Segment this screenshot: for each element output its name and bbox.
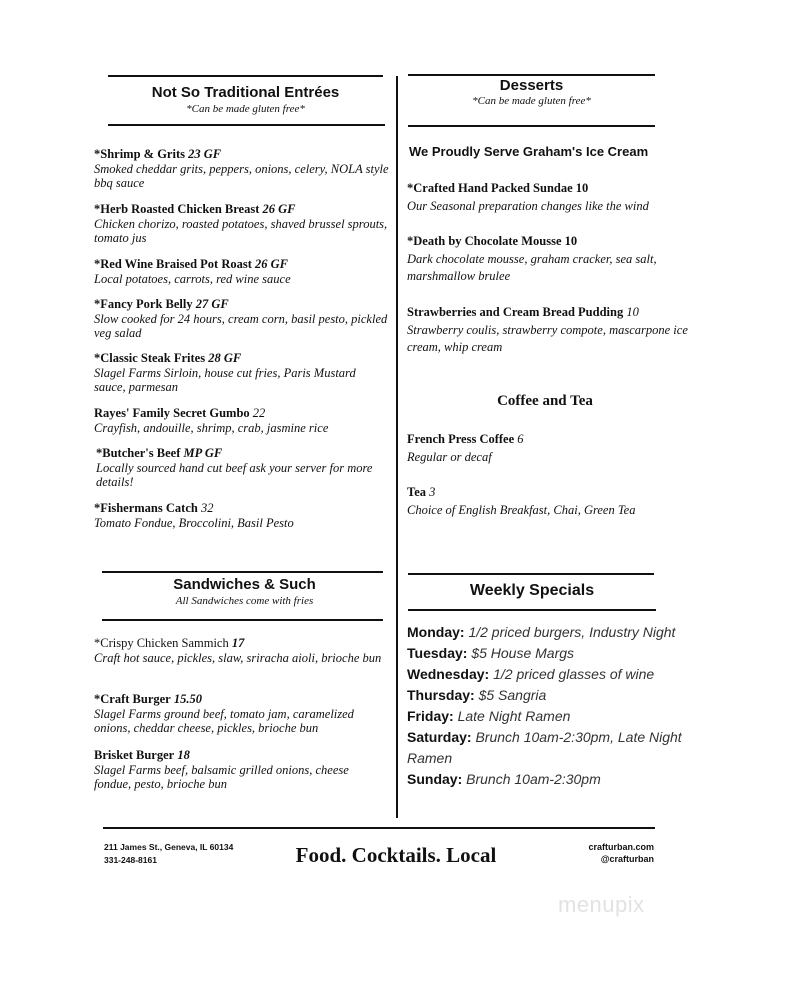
item-name: *Craft Burger xyxy=(94,692,171,706)
coffee-item-tea xyxy=(407,484,697,519)
item-price: 22 xyxy=(252,406,266,420)
item-name: *Red Wine Braised Pot Roast xyxy=(94,257,252,271)
special-day: Wednesday: xyxy=(407,666,490,682)
menu-item-craft-burger xyxy=(94,692,389,736)
sandwiches-note: All Sandwiches come with fries xyxy=(175,595,314,607)
special-day: Friday: xyxy=(407,708,454,724)
item-name: *Herb Roasted Chicken Breast xyxy=(94,202,260,216)
menu-item-steak-frites xyxy=(94,351,389,395)
item-price: 32 xyxy=(200,501,214,515)
dessert-item-sundae xyxy=(407,180,697,215)
footer-rule xyxy=(103,827,655,829)
item-desc: Local potatoes, carrots, red wine sauce xyxy=(94,271,291,286)
item-desc: Crayfish, andouille, shrimp, crab, jasmine rice xyxy=(94,420,329,435)
item-desc: Craft hot sauce, pickles, slaw, sriracha aioli, brioche bun xyxy=(94,650,382,665)
special-thursday xyxy=(407,685,682,706)
specials-bottom-rule xyxy=(408,609,656,611)
special-text: 1/2 priced glasses of wine xyxy=(493,666,655,682)
special-tuesday xyxy=(407,643,682,664)
menu-item-brisket-burger xyxy=(94,748,389,792)
item-price: 10 xyxy=(564,234,578,248)
item-price: 6 xyxy=(517,432,524,446)
sandwiches-bottom-rule xyxy=(102,619,383,621)
item-desc: Smoked cheddar grits, peppers, onions, celery, NOLA style bbq sauce xyxy=(94,161,389,190)
item-name: *Fishermans Catch xyxy=(94,501,198,515)
entrees-note: *Can be made gluten free* xyxy=(186,103,305,115)
sandwiches-title: Sandwiches & Such xyxy=(173,576,316,593)
item-desc: Our Seasonal preparation changes like the wind xyxy=(407,198,649,213)
item-desc: Chicken chorizo, roasted potatoes, shaved brussel sprouts, tomato jus xyxy=(94,216,388,245)
special-day: Monday: xyxy=(407,624,465,640)
special-text: Brunch 10am-2:30pm xyxy=(466,771,601,787)
coffee-title: Coffee and Tea xyxy=(497,393,593,409)
item-price: 28 GF xyxy=(208,351,242,365)
footer-phone: 331-248-8161 xyxy=(104,855,157,865)
menu-item-butchers-beef xyxy=(96,446,389,490)
menu-item-fishermans-catch xyxy=(94,501,389,530)
item-name: Brisket Burger xyxy=(94,748,175,762)
item-name: Tea xyxy=(407,485,426,499)
item-price: 17 xyxy=(231,636,245,650)
item-name: *Classic Steak Frites xyxy=(94,351,206,365)
menupix-watermark: menupix xyxy=(558,892,645,917)
dessert-item-mousse xyxy=(407,233,697,286)
item-name: *Shrimp & Grits xyxy=(94,147,185,161)
special-day: Tuesday: xyxy=(407,645,468,661)
desserts-top-rule xyxy=(408,74,655,76)
item-desc: Locally sourced hand cut beef ask your server for more details! xyxy=(96,460,373,489)
special-text: Brunch 10am-2:30pm, Late Night Ramen xyxy=(407,729,682,766)
item-price: 26 GF xyxy=(262,202,296,216)
desserts-bottom-rule xyxy=(408,125,655,127)
item-desc: Choice of English Breakfast, Chai, Green Tea xyxy=(407,502,636,517)
item-name: *Butcher's Beef xyxy=(96,446,181,460)
desserts-note: *Can be made gluten free* xyxy=(472,95,591,107)
item-price: MP GF xyxy=(183,446,223,460)
item-desc: Slagel Farms beef, balsamic grilled onions, cheese fondue, pesto, brioche bun xyxy=(94,762,349,791)
item-price: 10 xyxy=(626,305,639,319)
item-price: 23 GF xyxy=(188,147,222,161)
special-text: 1/2 priced burgers, Industry Night xyxy=(468,624,676,640)
specials-list xyxy=(407,622,682,790)
item-desc: Slow cooked for 24 hours, cream corn, basil pesto, pickled veg salad xyxy=(94,311,388,340)
item-desc: Dark chocolate mousse, graham cracker, sea salt, marshmallow brulee xyxy=(407,251,657,283)
coffee-item-french-press xyxy=(407,431,697,466)
item-desc: Slagel Farms ground beef, tomato jam, caramelized onions, cheddar cheese, pickles, brioche bun xyxy=(94,706,354,735)
specials-title: Weekly Specials xyxy=(469,582,595,599)
specials-top-rule xyxy=(408,573,654,575)
icecream-banner: We Proudly Serve Graham's Ice Cream xyxy=(409,144,649,159)
menu-item-chicken-breast xyxy=(94,202,389,246)
item-name: *Crafted Hand Packed Sundae xyxy=(407,181,573,195)
menu-item-pot-roast xyxy=(94,257,389,286)
special-saturday xyxy=(407,727,682,769)
entrees-bottom-rule xyxy=(108,124,385,126)
special-text: $5 House Margs xyxy=(471,645,575,661)
item-name: French Press Coffee xyxy=(407,432,515,446)
item-name: *Fancy Pork Belly xyxy=(94,297,193,311)
item-price: 3 xyxy=(429,485,436,499)
item-price: 27 GF xyxy=(195,297,229,311)
item-desc: Tomato Fondue, Broccolini, Basil Pesto xyxy=(94,515,294,530)
footer-tagline: Food. Cocktails. Local xyxy=(295,843,497,867)
special-day: Saturday: xyxy=(407,729,472,745)
special-text: Late Night Ramen xyxy=(457,708,571,724)
entrees-title: Not So Traditional Entrées xyxy=(151,84,340,101)
item-name: Rayes' Family Secret Gumbo xyxy=(94,406,250,420)
item-name: Strawberries and Cream Bread Pudding xyxy=(407,305,624,319)
menu-item-shrimp-grits xyxy=(94,147,389,191)
entrees-top-rule xyxy=(108,75,383,77)
sandwiches-top-rule xyxy=(102,571,383,573)
menu-item-pork-belly xyxy=(94,297,389,341)
special-day: Sunday: xyxy=(407,771,463,787)
dessert-item-bread-pudding xyxy=(407,304,697,357)
item-price: 26 GF xyxy=(255,257,288,271)
footer-handle: @crafturban xyxy=(600,854,654,864)
special-sunday xyxy=(407,769,682,790)
item-desc: Regular or decaf xyxy=(407,449,492,464)
item-desc: Strawberry coulis, strawberry compote, mascarpone ice cream, whip cream xyxy=(407,322,688,354)
menu-item-crispy-chicken xyxy=(94,636,389,665)
special-day: Thursday: xyxy=(407,687,475,703)
special-text: $5 Sangria xyxy=(478,687,547,703)
column-divider xyxy=(396,76,398,818)
item-price: 15.50 xyxy=(173,692,202,706)
special-monday xyxy=(407,622,682,643)
footer-address: 211 James St., Geneva, IL 60134 xyxy=(104,842,234,852)
item-price: 10 xyxy=(575,181,589,195)
item-price: 18 xyxy=(177,748,190,762)
item-name: *Death by Chocolate Mousse xyxy=(407,234,562,248)
footer-website: crafturban.com xyxy=(588,842,654,852)
item-desc: Slagel Farms Sirloin, house cut fries, Paris Mustard sauce, parmesan xyxy=(94,365,356,394)
special-wednesday xyxy=(407,664,682,685)
item-name: *Crispy Chicken Sammich xyxy=(94,636,229,650)
desserts-title: Desserts xyxy=(499,77,564,94)
special-friday xyxy=(407,706,682,727)
menu-item-gumbo xyxy=(94,406,389,435)
